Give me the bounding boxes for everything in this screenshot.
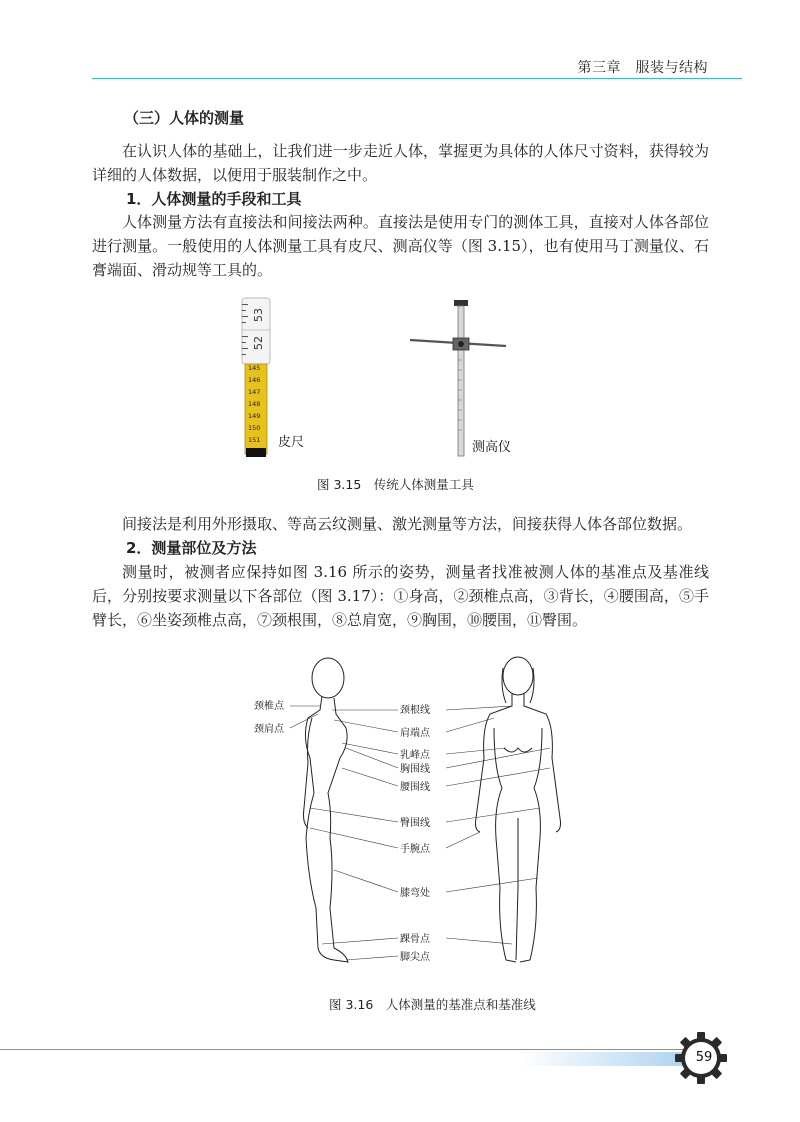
tape-number: 150 — [248, 424, 261, 432]
footer-rule — [0, 1049, 685, 1050]
page-number: 59 — [695, 1050, 713, 1065]
label-bust-point: 乳峰点 — [400, 750, 430, 761]
label-neck-point: 颈椎点 — [254, 701, 284, 712]
tape-number: 151 — [248, 436, 261, 444]
header-rule — [92, 78, 742, 79]
label-neck-shoulder-point: 颈肩点 — [254, 724, 284, 735]
figure-3-15-caption: 图 3.15 传统人体测量工具 — [317, 477, 474, 492]
tape-number-53: 53 — [252, 308, 265, 322]
label-hip-line: 臀围线 — [400, 818, 430, 829]
tape-number: 146 — [248, 376, 261, 384]
label-toe-point: 脚尖点 — [400, 952, 430, 963]
measurement-tools-image — [232, 290, 532, 460]
footer-gradient-bar — [520, 1052, 695, 1066]
tape-number-52: 52 — [252, 336, 265, 350]
paragraph-indirect: 间接法是利用外形摄取、等高云纹测量、激光测量等方法，间接获得人体各部位数据。 — [122, 515, 693, 533]
tape-number: 147 — [248, 388, 261, 396]
tape-number: 145 — [248, 364, 261, 372]
tape-number: 149 — [248, 412, 261, 420]
label-bust-line: 胸围线 — [400, 764, 430, 775]
subsection-title-tools: 1．人体测量的手段和工具 — [126, 190, 302, 208]
subsection-title-positions: 2．测量部位及方法 — [126, 539, 257, 557]
paragraph-intro: 在认识人体的基础上，让我们进一步走近人体，掌握更为具体的人体尺寸资料，获得较为详细的人体数据，以便用于服装制作之中。 — [92, 142, 709, 184]
label-neck-base-line: 颈根线 — [400, 705, 430, 716]
height-meter-label: 测高仪 — [472, 440, 512, 455]
paragraph-methods: 人体测量方法有直接法和间接法两种。直接法是使用专门的测体工具，直接对人体各部位进行测量。一般使用的人体测量工具有皮尺、测高仪等（图 3.15），也有使用马丁测量仪、石膏端面、滑动规等工具的。 — [92, 213, 709, 279]
label-waist-line: 腰围线 — [400, 782, 430, 793]
tape-number: 148 — [248, 400, 261, 408]
label-ankle-point: 踝骨点 — [400, 934, 430, 945]
tape-measure-label: 皮尺 — [278, 435, 305, 450]
section-title: （三）人体的测量 — [124, 109, 245, 127]
figure-3-16-caption: 图 3.16 人体测量的基准点和基准线 — [329, 997, 536, 1012]
label-knee-bend: 膝弯处 — [400, 888, 430, 899]
paragraph-measurement: 测量时，被测者应保持如图 3.16 所示的姿势，测量者找准被测人体的基准点及基准线后，分别按要求测量以下各部位（图 3.17）：①身高，②颈椎点高，③背长，④腰围高，⑤手臂长，⑥坐姿颈椎点高，⑦颈根围，⑧总肩宽，⑨胸围，⑩腰围，⑪臀围。 — [92, 563, 709, 629]
label-wrist-point: 手腕点 — [400, 844, 430, 855]
body-reference-diagram — [250, 648, 590, 978]
label-shoulder-point: 肩端点 — [400, 728, 430, 739]
chapter-header: 第三章 服装与结构 — [577, 60, 708, 76]
